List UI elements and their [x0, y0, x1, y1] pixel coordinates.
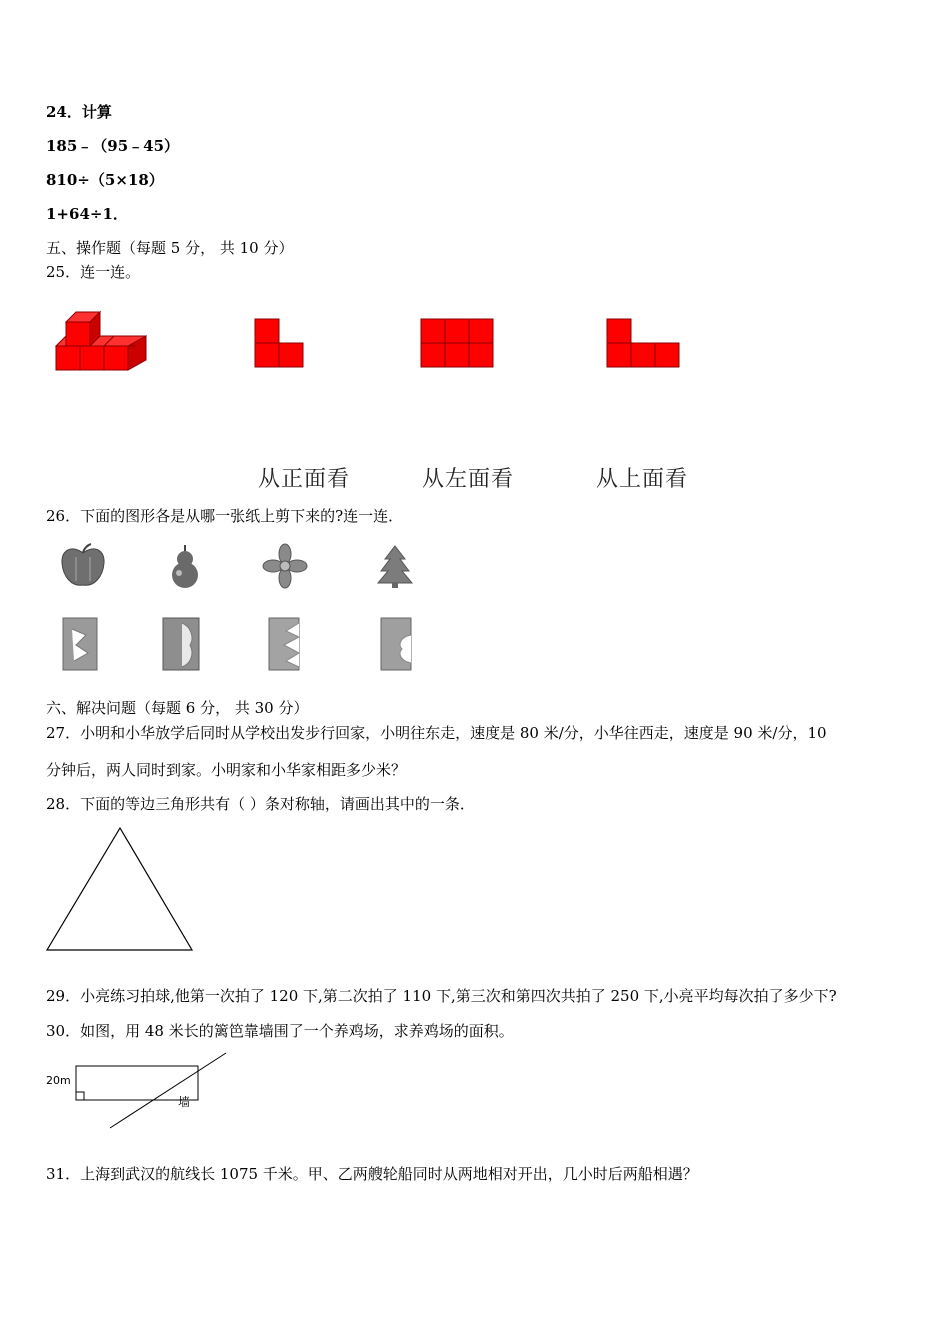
- paper-piece-3: [268, 617, 300, 671]
- view-shape-l: [254, 318, 306, 370]
- paper-piece-1: [62, 617, 98, 671]
- view-label-left: 从左面看: [422, 467, 515, 492]
- q31-title: 31．上海到武汉的航线长 1075 千米。甲、乙两艘轮船同时从两地相对开出，几小时后两船相遇？: [46, 1165, 698, 1183]
- section6-title: 六、解决问题（每题 6 分， 共 30 分）: [46, 699, 309, 717]
- q26-title: 26．下面的图形各是从哪一张纸上剪下来的?连一连．: [46, 507, 404, 525]
- paper-piece-2: [162, 617, 200, 671]
- paper-piece-4: [380, 617, 412, 671]
- equilateral-triangle: [44, 825, 196, 955]
- q24-expr-3: 1+64÷1．: [46, 205, 128, 223]
- view-label-top: 从上面看: [596, 467, 689, 492]
- q24-expr-1: 185﹣（95﹣45）: [46, 137, 180, 155]
- q29-title: 29．小亮练习拍球,他第一次拍了 120 下,第二次拍了 110 下,第三次和第四次共拍了 250 下,小亮平均每次拍了多少下?: [46, 987, 837, 1005]
- view-label-front: 从正面看: [258, 467, 351, 492]
- chicken-yard-diagram: [44, 1050, 234, 1132]
- flower-shape-icon: [262, 543, 308, 589]
- q25-title: 25．连一连。: [46, 263, 141, 281]
- q27-line-2: 分钟后，两人同时到家。小明家和小华家相距多少米？: [46, 761, 407, 779]
- q24-title: 24．计算: [46, 103, 112, 121]
- cube-stack-figure: [52, 302, 152, 378]
- section5-title: 五、操作题（每题 5 分， 共 10 分）: [46, 239, 294, 257]
- apple-shape-icon: [58, 543, 108, 589]
- label-wall: 墙: [178, 1095, 191, 1109]
- q27-line-1: 27．小明和小华放学后同时从学校出发步行回家，小明往东走，速度是 80 米/分，小华往西走，速度是 90 米/分，10: [46, 724, 827, 742]
- view-shape-long-l: [606, 318, 682, 370]
- q28-title: 28．下面的等边三角形共有（ ）条对称轴，请画出其中的一条．: [46, 795, 475, 813]
- label-20m: 20m: [46, 1074, 71, 1087]
- gourd-shape-icon: [162, 543, 208, 589]
- q24-expr-2: 810÷（5×18）: [46, 171, 164, 189]
- tree-shape-icon: [372, 543, 418, 589]
- view-shape-rect: [420, 318, 496, 370]
- q30-title: 30．如图，用 48 米长的篱笆靠墙围了一个养鸡场，求养鸡场的面积。: [46, 1022, 514, 1040]
